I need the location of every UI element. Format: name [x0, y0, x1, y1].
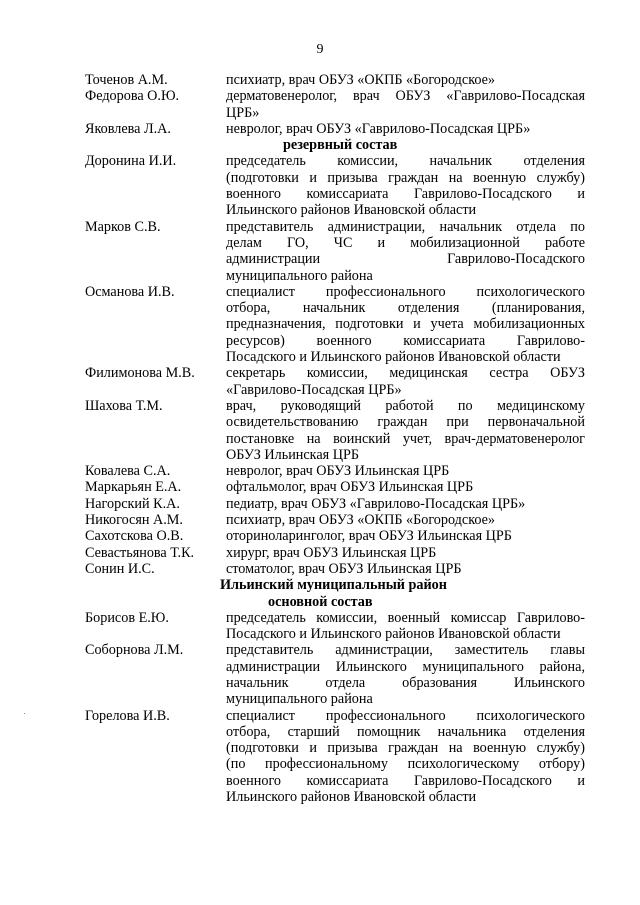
member-role: [226, 121, 585, 137]
member-row: [85, 121, 585, 137]
role-line: предназначения, подготовки и учета мобилизационных: [226, 316, 585, 333]
commission-list: [85, 72, 585, 805]
member-role: [226, 496, 585, 512]
member-row: [85, 496, 585, 512]
role-line: представитель администрации, заместитель главы: [226, 642, 585, 659]
role-line: специалист профессионального психологического: [226, 283, 585, 300]
role-line: муниципального района: [226, 267, 373, 284]
member-row: [85, 561, 585, 577]
member-row: [85, 512, 585, 528]
role-line: ЦРБ»: [226, 104, 260, 121]
role-line: хирург, врач ОБУЗ Ильинская ЦРБ: [226, 544, 437, 561]
margin-mark: [24, 713, 25, 714]
role-line: постановке на воинский учет, врач-дерматовенеролог: [226, 430, 585, 447]
member-name: Ковалева С.А.: [85, 463, 171, 480]
role-line: военного комиссариата Гаврилово-Посадского и: [226, 772, 585, 789]
role-line: ОБУЗ Ильинская ЦРБ: [226, 446, 360, 463]
role-line: психиатр, врач ОБУЗ «ОКПБ «Богородское»: [226, 72, 496, 88]
member-role: [226, 463, 585, 479]
member-role: [226, 708, 585, 806]
role-line: Посадского и Ильинского районов Ивановской области: [226, 349, 561, 366]
heading-basic: основной состав: [268, 593, 373, 610]
role-line: невролог, врач ОБУЗ Ильинская ЦРБ: [226, 463, 450, 480]
member-role: [226, 479, 585, 495]
member-name: Доронина И.И.: [85, 153, 177, 170]
member-row: [85, 545, 585, 561]
role-line: секретарь комиссии, медицинская сестра ОБУЗ: [226, 365, 585, 382]
role-line: ресурсов) военного комиссариата Гаврилово-: [226, 332, 585, 349]
role-line: оториноларинголог, врач ОБУЗ Ильинская ЦРБ: [226, 528, 512, 545]
member-name: Никогосян А.М.: [85, 512, 183, 529]
page-number: 9: [316, 42, 324, 57]
role-line: представитель администрации, начальник отдела по: [226, 218, 585, 235]
member-row: [85, 365, 585, 398]
member-role: [226, 72, 585, 88]
member-name: Горелова И.В.: [85, 707, 170, 724]
member-name: Сахотскова О.В.: [85, 528, 184, 545]
member-row: [85, 708, 585, 806]
member-role: [226, 219, 585, 284]
member-role: [226, 561, 585, 577]
role-line: дерматовенеролог, врач ОБУЗ «Гаврилово-Посадская: [226, 88, 585, 105]
role-line: отбора, старший помощник начальника отделения: [226, 723, 585, 740]
member-name: Соборнова Л.М.: [85, 642, 184, 659]
member-role: [226, 398, 585, 463]
role-line: стоматолог, врач ОБУЗ Ильинская ЦРБ: [226, 560, 462, 577]
member-role: [226, 153, 585, 218]
member-row: [85, 642, 585, 707]
member-role: [226, 284, 585, 365]
member-role: [226, 512, 585, 528]
member-name: Федорова О.Ю.: [85, 88, 180, 105]
role-line: председатель комиссии, военный комиссар Гаврилово-: [226, 609, 585, 626]
role-line: освидетельствованию граждан при первоначальной: [226, 414, 585, 431]
role-line: «Гаврилово-Посадская ЦРБ»: [226, 381, 402, 398]
role-line: делам ГО, ЧС и мобилизационной работе: [226, 234, 585, 251]
role-line: председатель комиссии, начальник отделения: [226, 153, 585, 170]
role-line: специалист профессионального психологического: [226, 707, 585, 724]
role-line: педиатр, врач ОБУЗ «Гаврилово-Посадская ЦРБ»: [226, 495, 526, 512]
member-row: [85, 479, 585, 495]
role-line: (подготовки и призыва граждан на военную службу): [226, 169, 585, 186]
section-basic: [85, 610, 585, 806]
heading-reserve: резервный состав: [283, 137, 398, 154]
section-top: [85, 72, 585, 137]
member-row: [85, 219, 585, 284]
member-row: [85, 528, 585, 544]
member-role: [226, 365, 585, 398]
member-name: Марков С.В.: [85, 218, 161, 235]
member-name: Точенов А.М.: [85, 72, 168, 88]
member-name: Севастьянова Т.К.: [85, 544, 195, 561]
role-line: Ильинского районов Ивановской области: [226, 202, 477, 219]
member-name: Борисов Е.Ю.: [85, 609, 169, 626]
section-reserve: [85, 153, 585, 577]
role-line: психиатр, врач ОБУЗ «ОКПБ «Богородское»: [226, 512, 496, 529]
member-row: [85, 153, 585, 218]
member-row: [85, 398, 585, 463]
heading-district: Ильинский муниципальный район: [220, 577, 447, 594]
role-line: (подготовки и призыва граждан на военную службу): [226, 740, 585, 757]
role-line: муниципального района: [226, 691, 373, 708]
member-role: [226, 528, 585, 544]
member-name: Шахова Т.М.: [85, 397, 163, 414]
role-line: отбора, начальник отделения (планирования,: [226, 300, 585, 317]
member-role: [226, 642, 585, 707]
member-row: [85, 72, 585, 88]
member-name: Яковлева Л.А.: [85, 120, 171, 137]
member-name: Сонин И.С.: [85, 560, 155, 577]
member-role: [226, 88, 585, 121]
member-name: Османова И.В.: [85, 283, 175, 300]
member-row: [85, 88, 585, 121]
member-row: [85, 610, 585, 643]
member-role: [226, 610, 585, 643]
member-role: [226, 545, 585, 561]
member-name: Нагорский К.А.: [85, 495, 180, 512]
role-line: военного комиссариата Гаврилово-Посадского и: [226, 186, 585, 203]
member-row: [85, 284, 585, 365]
role-line: начальник отдела образования Ильинского: [226, 674, 585, 691]
role-line: врач, руководящий работой по медицинскому: [226, 397, 585, 414]
role-line: офтальмолог, врач ОБУЗ Ильинская ЦРБ: [226, 479, 474, 496]
role-line: Посадского и Ильинского районов Ивановской области: [226, 626, 561, 643]
role-line: администрации Гаврилово-Посадского: [226, 251, 585, 268]
role-line: администрации Ильинского муниципального района,: [226, 658, 585, 675]
member-name: Филимонова М.В.: [85, 365, 195, 382]
role-line: невролог, врач ОБУЗ «Гаврилово-Посадская ЦРБ»: [226, 120, 531, 137]
member-name: Маркарьян Е.А.: [85, 479, 182, 496]
role-line: (по профессиональному психологическому отбору): [226, 756, 585, 773]
role-line: Ильинского районов Ивановской области: [226, 789, 477, 806]
member-row: [85, 463, 585, 479]
